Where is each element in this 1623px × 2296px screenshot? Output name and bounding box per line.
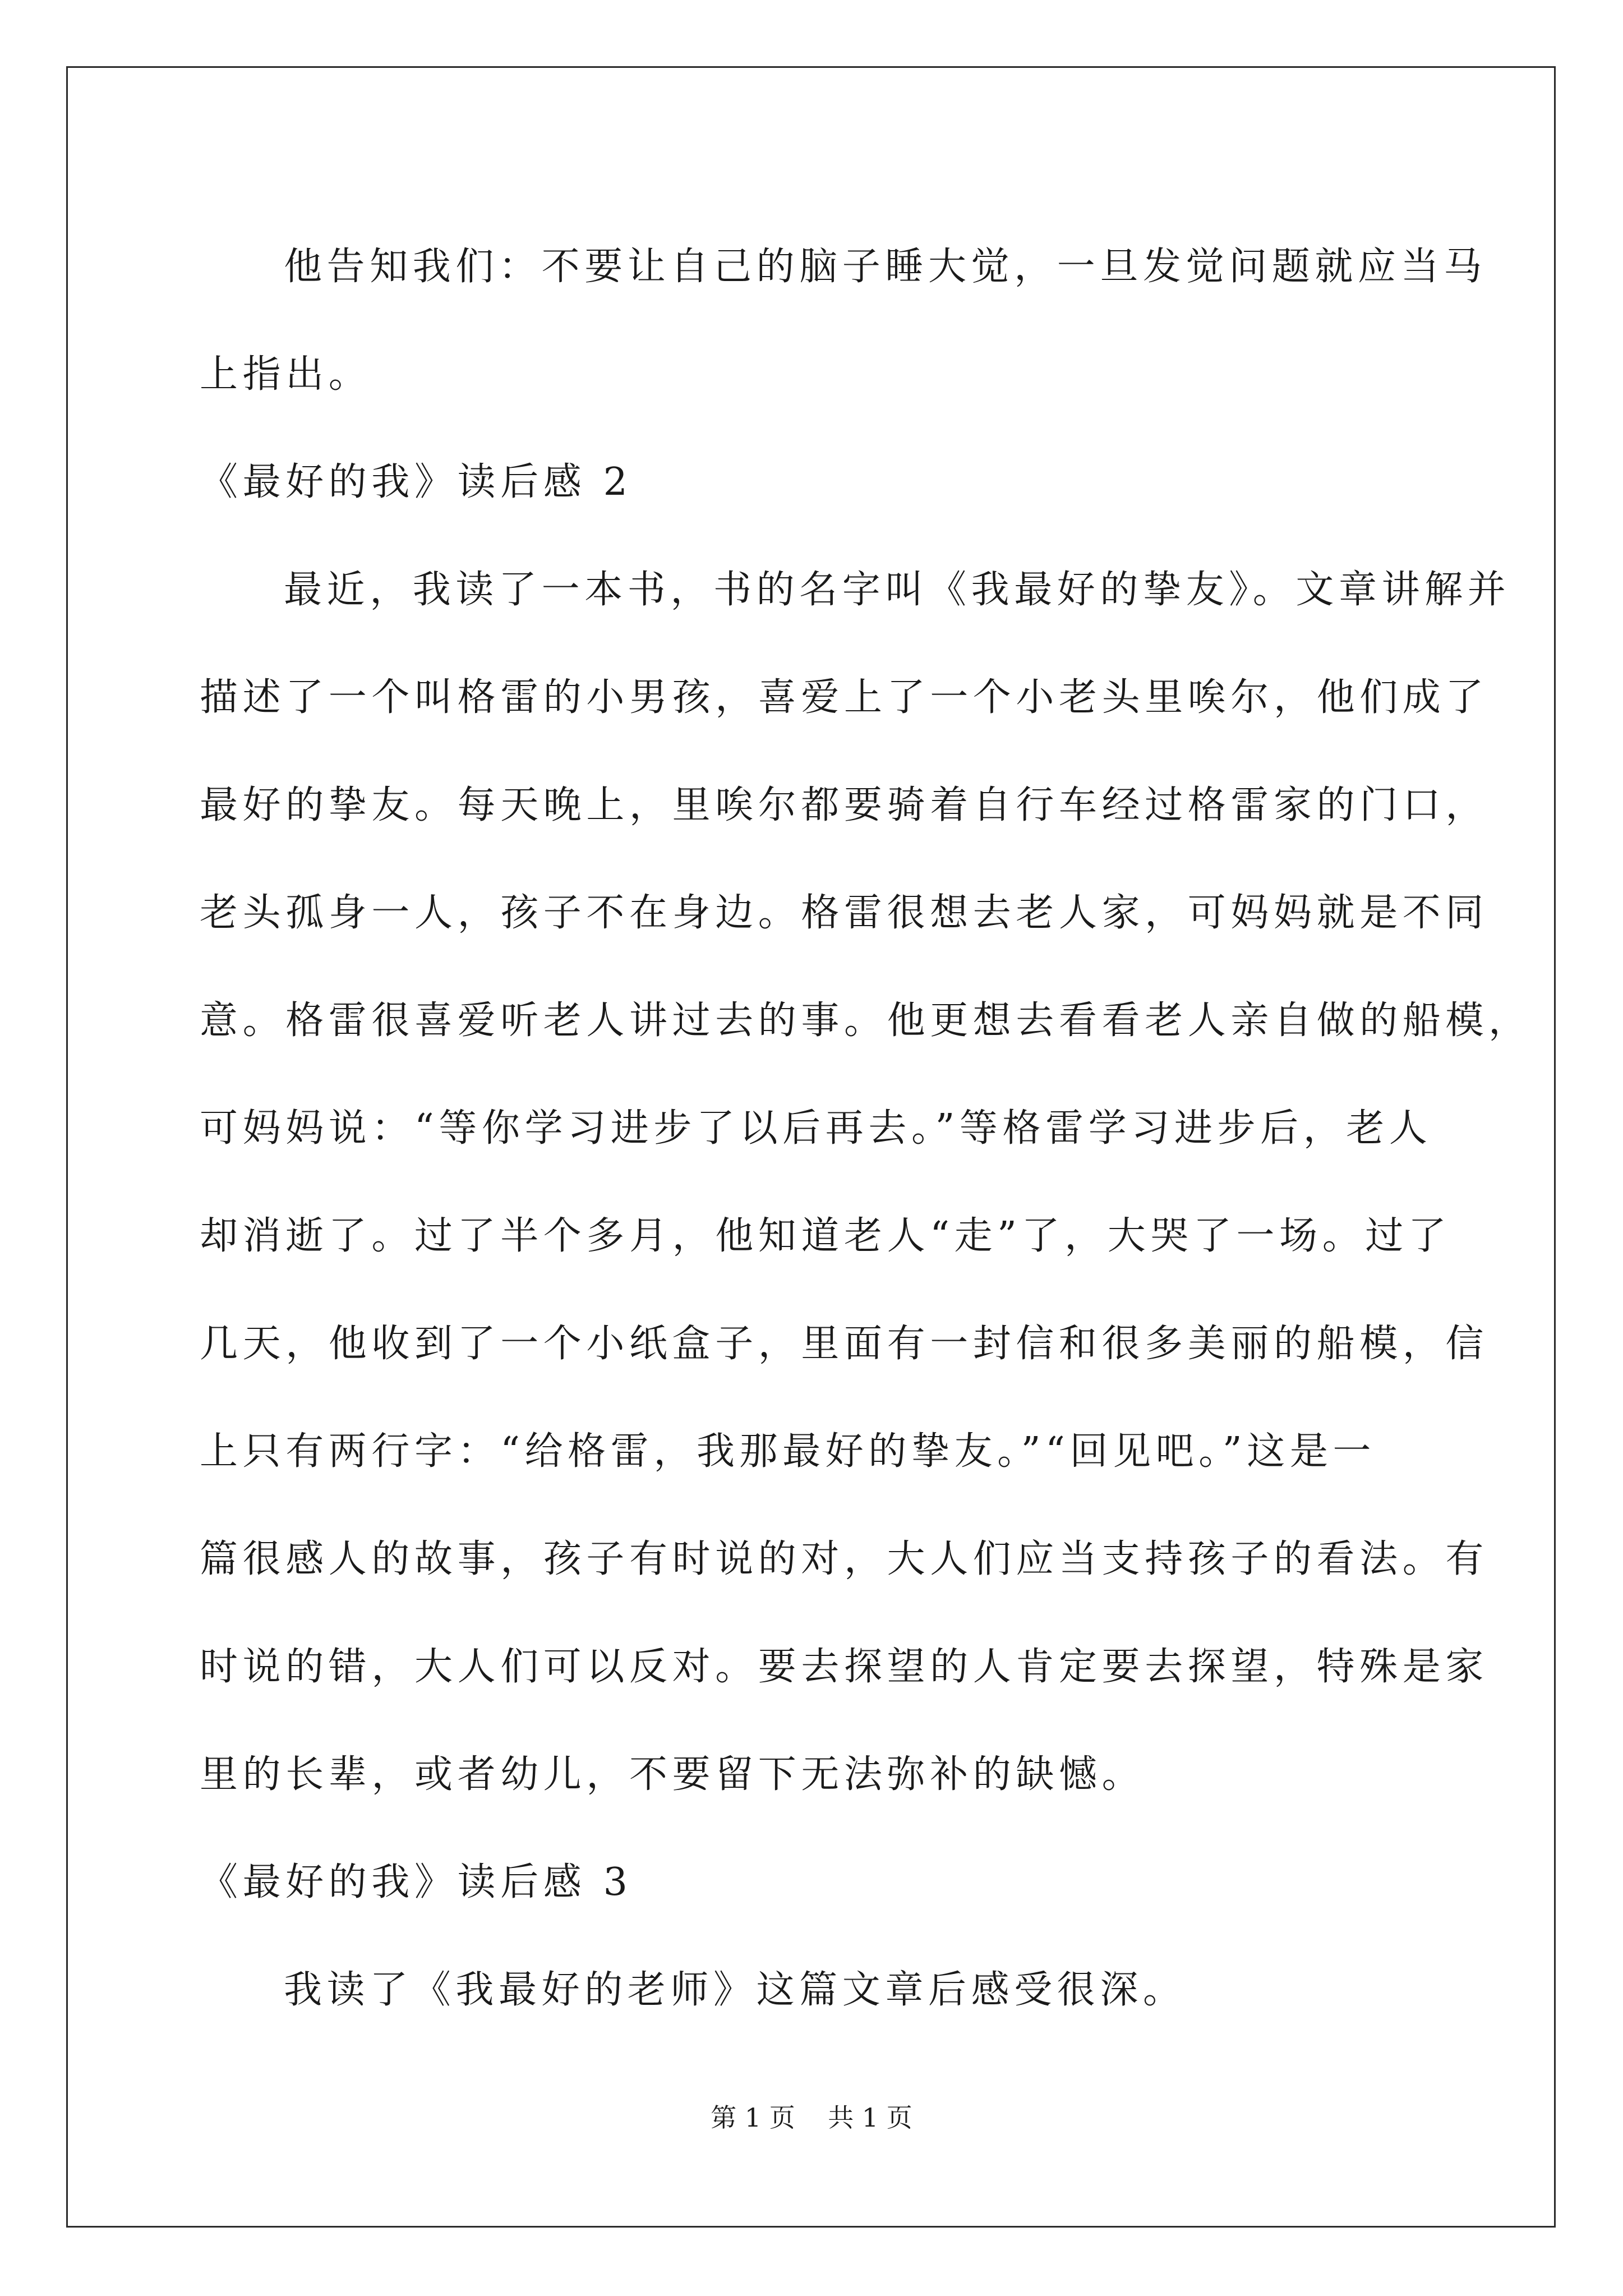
paragraph-line: 却消逝了。过了半个多月，他知道老人“走”了，大哭了一场。过了 (200, 1214, 1451, 1258)
paragraph-line: 我读了《我最好的老师》这篇文章后感受很深。 (284, 1968, 1186, 2012)
page-footer (0, 2101, 1623, 2134)
paragraph-line: 最好的挚友。每天晚上，里唉尔都要骑着自行车经过格雷家的门口， (200, 783, 1489, 827)
document-body (200, 213, 1532, 2044)
paragraph-line: 上指出。 (200, 352, 372, 397)
paragraph-line: 他告知我们：不要让自己的脑子睡大觉，一旦发觉问题就应当马 (284, 245, 1487, 289)
section-heading: 《最好的我》读后感 3 (200, 1860, 633, 1904)
page-total: 共 1 页 (828, 2102, 912, 2133)
paragraph-line: 意。格雷很喜爱听老人讲过去的事。他更想去看看老人亲自做的船模， (200, 999, 1532, 1043)
paragraph-line: 里的长辈，或者幼儿，不要留下无法弥补的缺憾。 (200, 1752, 1145, 1797)
section-heading: 《最好的我》读后感 2 (200, 460, 633, 504)
paragraph-line: 时说的错，大人们可以反对。要去探望的人肯定要去探望，特殊是家 (200, 1645, 1489, 1689)
paragraph-line: 上只有两行字：“给格雷，我那最好的挚友。”“回见吧。”这是一 (200, 1429, 1376, 1474)
paragraph-line: 几天，他收到了一个小纸盒子，里面有一封信和很多美丽的船模，信 (200, 1322, 1489, 1366)
paragraph-line: 最近，我读了一本书，书的名字叫《我最好的挚友》。文章讲解并 (284, 568, 1511, 612)
paragraph-line: 老头孤身一人，孩子不在身边。格雷很想去老人家，可妈妈就是不同 (200, 891, 1489, 935)
paragraph-line: 可妈妈说：“等你学习进步了以后再去。”等格雷学习进步后，老人 (200, 1106, 1432, 1151)
page-number: 第 1 页 (711, 2102, 795, 2133)
paragraph-line: 描述了一个叫格雷的小男孩，喜爱上了一个小老头里唉尔，他们成了 (200, 675, 1489, 720)
paragraph-line: 篇很感人的故事，孩子有时说的对，大人们应当支持孩子的看法。有 (200, 1537, 1489, 1581)
